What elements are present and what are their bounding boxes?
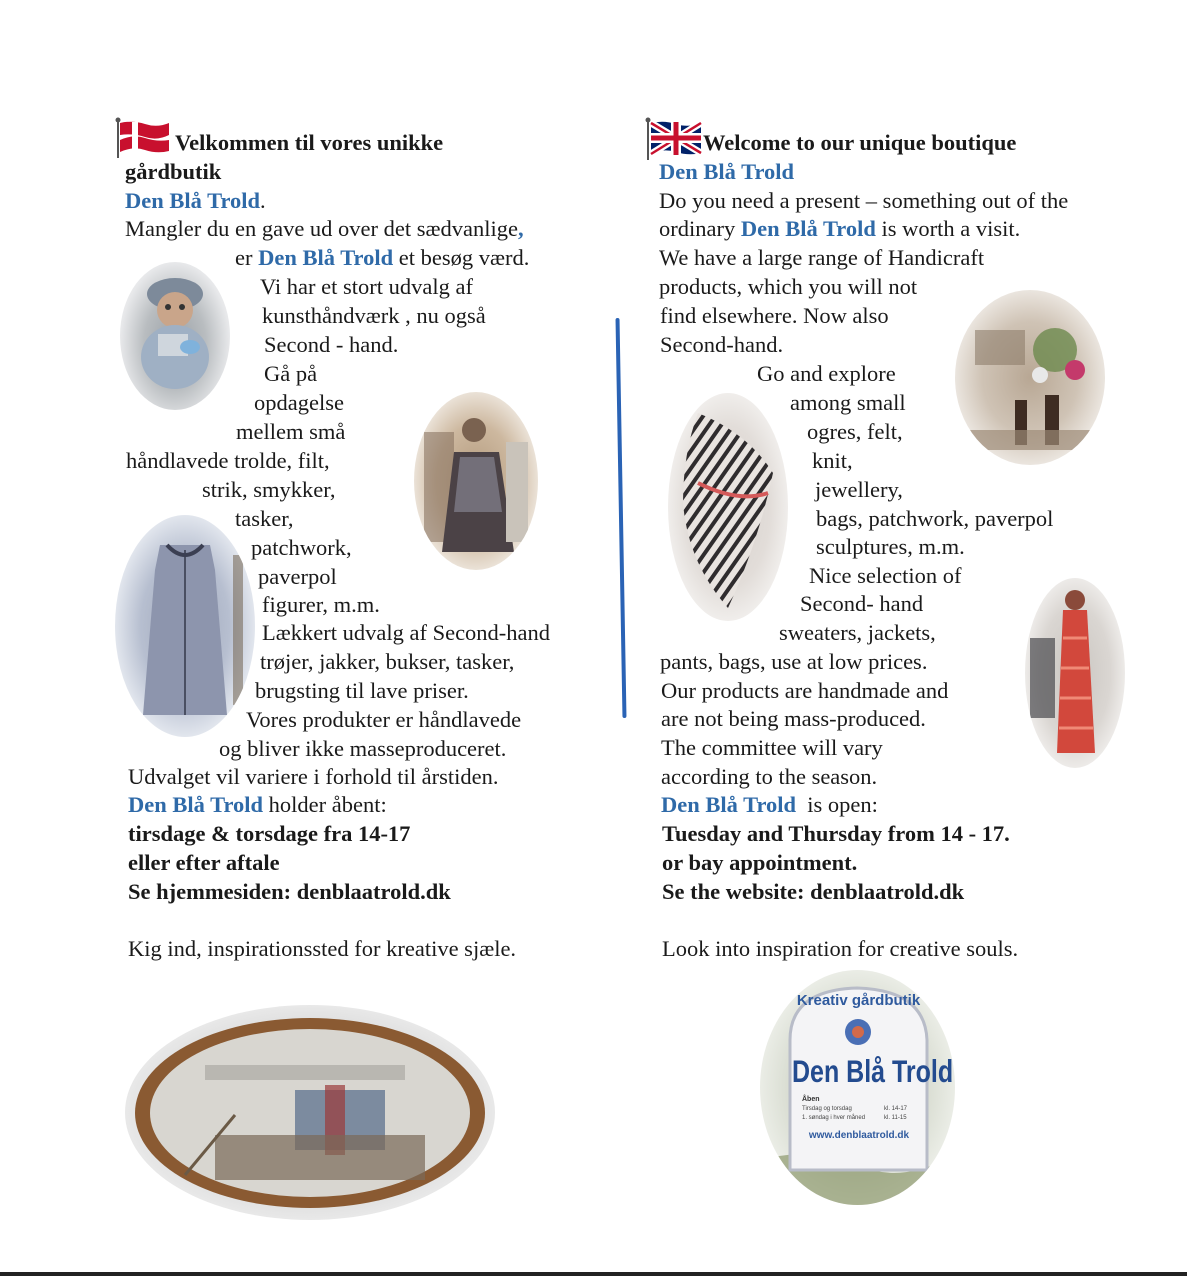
danish-hours-days: tirsdage & torsdage fra 14-17 <box>128 821 411 846</box>
danish-line: og bliver ikke masseproduceret. <box>219 736 507 761</box>
english-line: The committee will vary <box>661 735 883 760</box>
english-website: Se the website: denblaatrold.dk <box>662 879 965 904</box>
english-line: pants, bags, use at low prices. <box>660 649 928 674</box>
sign-row2-time: kl. 11-15 <box>884 1115 907 1121</box>
danish-line: patchwork, <box>251 535 352 560</box>
english-title: Welcome to our unique boutique <box>703 130 1017 155</box>
danish-line: Vores produkter er håndlavede <box>246 707 522 732</box>
troll-doll-photo <box>120 262 230 410</box>
english-hours-alt: or bay appointment. <box>662 850 858 875</box>
danish-line: figurer, m.m. <box>262 592 380 617</box>
english-line: jewellery, <box>815 477 903 502</box>
danish-title-line2: gårdbutik <box>125 159 222 184</box>
danish-closing: Kig ind, inspirationssted for kreative sjæle. <box>128 936 517 961</box>
english-line <box>659 214 1020 243</box>
sign-arc-text: Kreativ gårdbutik <box>796 992 921 1009</box>
danish-shop-name-line <box>125 186 266 215</box>
shop-name: Den Blå Trold <box>258 245 394 270</box>
english-line: We have a large range of Handicraft <box>659 245 985 270</box>
sign-row1-label: Tirsdag og torsdag <box>802 1106 852 1112</box>
shop-name: Den Blå Trold <box>128 792 264 817</box>
danish-line: Second - hand. <box>264 332 399 357</box>
english-line: ogres, felt, <box>807 419 903 444</box>
danish-line: Lækkert udvalg af Second-hand <box>262 620 551 645</box>
english-line: among small <box>790 390 906 415</box>
hours-intro: holder åbent: <box>268 792 387 817</box>
danish-line <box>125 214 524 243</box>
shop-name-period: . <box>260 188 266 213</box>
shop-name: Den Blå Trold <box>661 792 797 817</box>
english-line: are not being mass-produced. <box>661 706 926 731</box>
english-line: find elsewhere. Now also <box>660 303 889 328</box>
danish-line: paverpol <box>258 564 337 589</box>
column-divider <box>616 318 627 718</box>
denmark-flag-icon <box>115 117 171 159</box>
page-bottom-edge <box>0 1272 1187 1276</box>
danish-line: strik, smykker, <box>202 477 336 502</box>
danish-line: tasker, <box>235 506 294 531</box>
english-line: Our products are handmade and <box>661 678 949 703</box>
english-line: Second- hand <box>800 591 924 616</box>
danish-hours-line <box>128 790 387 819</box>
danish-line: håndlavede trolde, filt, <box>126 448 330 473</box>
dress-photo <box>115 515 255 737</box>
shop-interior-photo <box>955 290 1105 465</box>
danish-hours-alt: eller efter aftale <box>128 850 280 875</box>
english-line: knit, <box>812 448 853 473</box>
danish-comma: , <box>518 216 524 241</box>
danish-website: Se hjemmesiden: denblaatrold.dk <box>128 879 451 904</box>
danish-line: brugsting til lave priser. <box>255 678 469 703</box>
striped-scarf-photo <box>668 393 788 621</box>
danish-line: Udvalget vil variere i forhold til årstiden. <box>128 764 499 789</box>
hours-intro: is open: <box>807 792 878 817</box>
english-line: Go and explore <box>757 361 896 386</box>
red-dress-photo <box>1025 578 1125 768</box>
english-line: according to the season. <box>661 764 878 789</box>
uk-flag-icon <box>645 117 703 161</box>
english-text: ordinary <box>659 216 736 241</box>
shop-name: Den Blå Trold <box>659 159 795 184</box>
danish-line <box>235 243 529 272</box>
danish-text: et besøg værd. <box>398 245 530 270</box>
english-line: bags, patchwork, paverpol <box>816 506 1054 531</box>
sign-row2-label: 1. søndag i hver måned <box>802 1115 866 1121</box>
danish-text: er <box>235 245 253 270</box>
danish-line: mellem små <box>236 419 346 444</box>
sign-shop-name: Den Blå Trold <box>792 1054 954 1090</box>
danish-line: Vi har et stort udvalg af <box>260 274 473 299</box>
english-line: Second-hand. <box>660 332 784 357</box>
english-text: is worth a visit. <box>881 216 1021 241</box>
danish-title-line1: Velkommen til vores unikke <box>175 130 444 155</box>
sign-url: www.denblaatrold.dk <box>808 1130 910 1141</box>
shop-sign-photo <box>760 970 955 1205</box>
english-line: sculptures, m.m. <box>816 534 965 559</box>
english-closing: Look into inspiration for creative souls. <box>662 936 1019 961</box>
english-line: Nice selection of <box>809 563 962 588</box>
danish-line: kunsthåndværk , nu også <box>262 303 486 328</box>
english-line: products, which you will not <box>659 274 918 299</box>
english-hours-days: Tuesday and Thursday from 14 - 17. <box>662 821 1010 846</box>
sign-row1-time: kl. 14-17 <box>884 1106 908 1112</box>
danish-line: trøjer, jakker, bukser, tasker, <box>260 649 515 674</box>
english-line: sweaters, jackets, <box>779 620 936 645</box>
danish-line: Gå på <box>264 361 318 386</box>
english-line: Do you need a present – something out of the <box>659 188 1069 213</box>
sign-open-label: Åben <box>802 1096 820 1103</box>
danish-line: opdagelse <box>254 390 344 415</box>
english-hours-line <box>661 790 878 819</box>
boutique-display-photo <box>414 392 538 570</box>
mirror-shop-photo <box>125 1005 495 1220</box>
danish-text: Mangler du en gave ud over det sædvanlige <box>125 216 519 241</box>
shop-name: Den Blå Trold <box>740 216 876 241</box>
shop-name: Den Blå Trold <box>125 188 261 213</box>
